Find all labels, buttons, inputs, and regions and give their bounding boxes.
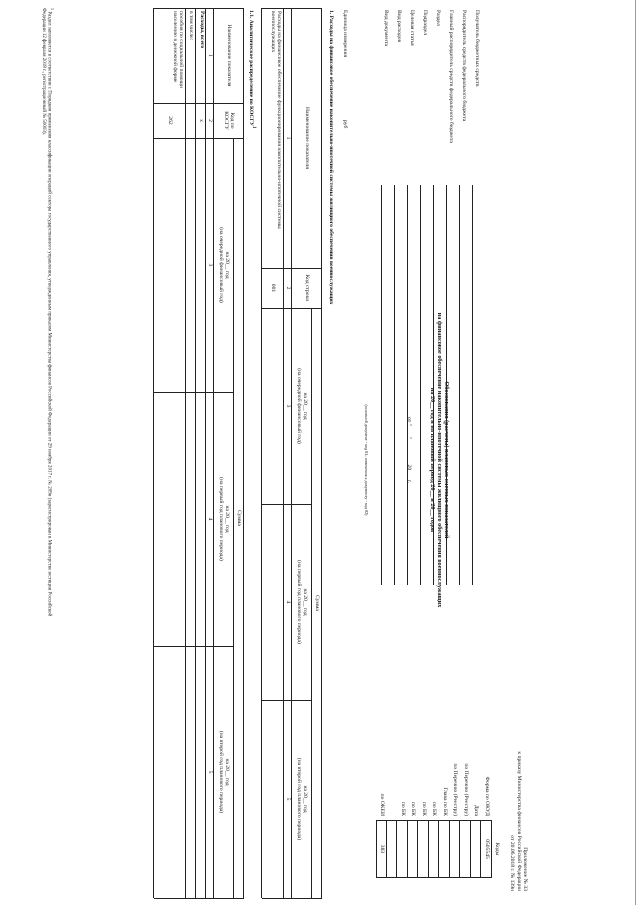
codes-row-label: по БК xyxy=(421,801,427,816)
s1-col-y3 xyxy=(292,700,312,898)
codes-row-label: Форма по ОКУД xyxy=(484,776,490,816)
section11-title xyxy=(248,10,256,410)
title-line-3: на 20__ год и на плановый период 20__ и 20__ годов xyxy=(428,387,436,533)
footnote xyxy=(40,8,54,888)
section11-footnote-ref: 1 xyxy=(251,126,256,129)
s11-col-y2 xyxy=(214,392,234,646)
s1-col-sum: Сумма xyxy=(314,595,321,611)
s1-y1-sub: (на очередной финансовый год) xyxy=(296,368,302,444)
codes-row-label: Дата xyxy=(473,804,480,816)
appendix-line-1: Приложение № 33 xyxy=(522,847,528,891)
s1-y3-sub: (на второй год планового периода) xyxy=(296,757,302,841)
field-input-line[interactable] xyxy=(420,185,421,585)
codes-row-divider xyxy=(386,820,387,878)
field-input-line[interactable] xyxy=(459,185,460,585)
s11-y3-label: на 20__ год xyxy=(224,758,231,786)
s11-num-2: 2 xyxy=(207,119,214,122)
title-line-2: на финансовое обеспечение накопительно-ипотечной системы жилищного обеспечения военнослужащих xyxy=(435,312,443,608)
s1-col-y2 xyxy=(292,504,312,700)
codes-row-divider xyxy=(470,820,471,878)
s1-row-name: Расходы на финансовое обеспечение функционирования накопительно-ипотечной системы военнослужащих xyxy=(269,11,282,229)
s11-y2-label: на 20__ год xyxy=(224,505,231,533)
codes-row-divider xyxy=(418,820,419,878)
codes-row-label: по Перечню (Реестру) xyxy=(463,763,469,816)
s11-col-sum: Сумма xyxy=(236,510,243,526)
codes-row-divider xyxy=(407,820,408,878)
field-input-line[interactable] xyxy=(472,185,473,585)
header-fields xyxy=(330,10,480,650)
codes-row-label: по БК xyxy=(400,801,406,816)
footnote-mark: 1 xyxy=(50,8,55,11)
s1-num-2: 2 xyxy=(285,286,292,290)
s11-col-name: Наименование показателя xyxy=(226,24,233,87)
codes-row-divider xyxy=(481,820,482,878)
field-label: Получатель бюджетных средств xyxy=(474,10,480,87)
s11-col-y3 xyxy=(214,646,234,898)
s11-y1-sub: (на очередной финансовый год) xyxy=(218,227,224,303)
field-input-line[interactable] xyxy=(394,185,395,585)
s11-num-3: 3 xyxy=(207,263,214,267)
s1-y2-sub: (на первый год планового периода) xyxy=(296,560,302,644)
footnote-line-1 xyxy=(46,8,54,888)
codes-row-divider xyxy=(397,820,398,878)
codes-row-divider xyxy=(428,820,429,878)
s11-col-code: Код по КОСГУ xyxy=(223,111,236,130)
s11-row-incl-name: в том числе: xyxy=(188,11,194,41)
field-input-line[interactable] xyxy=(446,185,447,585)
s11-num-4: 4 xyxy=(207,517,214,521)
field-label: Распорядитель средств федерального бюджета xyxy=(461,10,467,122)
footnote-line-2: Федерации 12 февраля 2018 г., регистрационный № 50003). xyxy=(40,8,46,135)
codes-box xyxy=(377,820,493,878)
codes-row-value: 383 xyxy=(379,844,385,854)
s1-row-code: 001 xyxy=(270,283,277,293)
s1-y3-label: на 20__ год xyxy=(302,785,309,813)
s11-row-total-name: Расходы, всего xyxy=(199,11,205,49)
s11-num-1: 1 xyxy=(207,54,214,57)
appendix-note xyxy=(509,651,528,891)
codes-row-divider xyxy=(449,820,450,878)
s1-col-name: Наименование показателя xyxy=(304,107,311,169)
codes-row-label: по БК xyxy=(431,801,438,816)
date-line: от " ___ " ________ 20___ г. xyxy=(406,417,412,483)
title-line-1: Обоснования (расчеты) плановых сметных показателей xyxy=(443,381,450,539)
codes-row-divider xyxy=(460,820,461,878)
s1-y1-label: на 20__ год xyxy=(302,392,309,420)
field-label: Подраздел xyxy=(422,10,428,36)
appendix-line-2: к приказу Министерства финансов Российской Федерации xyxy=(515,751,522,891)
unit-value: руб xyxy=(342,120,348,129)
s11-y3-sub: (на второй год планового периода) xyxy=(218,730,224,814)
section1-title: 1. Расходы на финансовое обеспечение накопительно-ипотечной системы жилищного обеспечения военнослужащих xyxy=(328,10,334,305)
codes-header: Коды xyxy=(494,842,500,856)
s1-num-4: 4 xyxy=(285,600,292,604)
codes-row-divider xyxy=(439,820,440,878)
s11-y2-sub: (на первый год планового периода) xyxy=(218,477,224,561)
codes-row-label: Глава по БК xyxy=(442,787,448,816)
s11-y1-label: на 20__ год xyxy=(224,251,231,279)
s1-num-5: 5 xyxy=(285,797,292,801)
codes-row-label: по ОКЕИ xyxy=(379,793,385,816)
s11-row-262-code: 262 xyxy=(167,116,174,125)
s1-col-code: Код строки xyxy=(304,274,311,302)
footnote-text-1: Раздел заполняется в соответствии с Порядком применения классификации операций сектора государственного управления, утвержденным приказом Министерства финансов Российской Федерации от 29 ноября 2017 г. № 209н (зарегистрирован в Министерстве юстиции Российской xyxy=(46,11,52,617)
field-input-line[interactable] xyxy=(407,185,408,585)
s1-y2-label: на 20__ год xyxy=(302,588,309,616)
s11-num-5: 5 xyxy=(207,770,214,774)
appendix-line-3: от 20.06.2018 г. № 139н xyxy=(509,835,516,891)
field-label: Раздел xyxy=(435,10,441,26)
codes-block xyxy=(360,730,500,880)
field-label: Вид расходов xyxy=(396,10,402,43)
codes-row-value: 0505545 xyxy=(484,839,490,859)
s1-col-y1 xyxy=(292,308,312,504)
field-input-line[interactable] xyxy=(433,185,434,585)
s11-col-y1 xyxy=(214,138,234,392)
s1-num-1: 1 xyxy=(285,136,292,140)
field-input-line[interactable] xyxy=(381,185,382,585)
section11-title-text: 1.1. Аналитическое распределение по КОСГУ xyxy=(248,10,255,127)
s11-row-262-name: пособия по социальной помощи населению в денежной форме xyxy=(171,11,184,88)
field-label: Целевая статья xyxy=(409,10,415,46)
s11-row-total-code: x xyxy=(198,119,205,122)
field-label: Вид документа xyxy=(383,10,389,46)
field-label: Главный распорядитель средств федерального бюджета xyxy=(448,10,454,143)
doc-type-note: (основной документ - код 01; изменения к документу - код 02) xyxy=(364,404,369,516)
section11-table xyxy=(154,8,244,898)
section1-table xyxy=(262,8,322,898)
s1-num-3: 3 xyxy=(285,404,292,408)
codes-row-label: по Перечню (Реестру) xyxy=(452,763,459,816)
scan-edge-line xyxy=(635,0,636,905)
codes-row-label: по БК xyxy=(410,801,417,816)
unit-label: Единица измерения xyxy=(342,10,348,58)
